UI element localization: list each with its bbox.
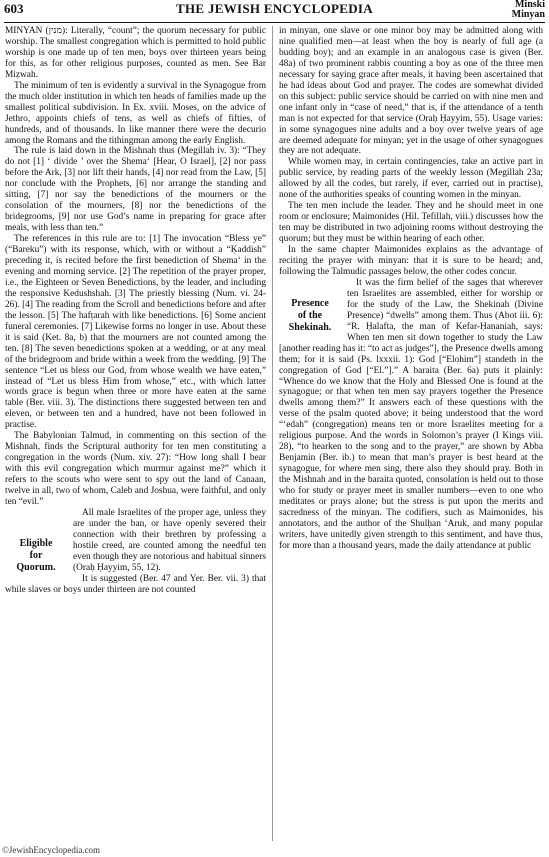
article-paragraph: It was the firm belief of the sages that wherever ten Israelites are assembled, either for worship or for the study of the Law, the Shekinah (Divine Presence) “dwells” among them. Thus (Abot iii. 6): “R. Ḥalafta, the man of Kefar-Ḥananiah, says: When ten men sit down together to study the Law [another reading has it: “to act as judges”], the Presence dwells among them; for it is said (Ps. lxxxii. 1): God [“Elohim”] standeth in the congregation of God [“El.”].” A baraita (Ber. 6a) puts it plainly: “Whence do we know that the Holy and Blessed One is found at the synagogue; or that when ten men say prayers together the Presence dwells among them?” It answers each of these questions with the verse of the psalm quoted above; it being understood that the word “‘edah” (congregation) means ten or more Israelites meeting for a religious purpose. And the words in Solomon’s prayer (I Kings viii. 28), “to hearken to the song and to the prayer,” are shown by Abba Benjamin (Ber. ib.) to mean that man’s prayer is best heard at the synagogue, for where men sing, there also they should pray. Both in the Mishnah and in the baraita quoted, consolation is held out to those who for study or prayer meet in smaller numbers—even to one who meditates or prays alone; but the stress is put upon the merits and sacredness of the minyan. The codifiers, such as Maimonides, his annotators, and the author of the Shulḥan ‘Aruk, and many popular writers, have unitedly given strength to this sentiment, and have thus, for more than a thousand years, made the daily attendance at public <box>279 277 543 551</box>
sidenote-eligible-for-quorum: Eligible for Quorum. <box>16 537 56 573</box>
running-head <box>512 0 545 20</box>
article-paragraph: The minimum of ten is evidently a survival in the Synagogue from the much older institution in which ten heads of families made up the smallest political subdivision. In Ex. xviii. Moses, on the advice of Jethro, appoints chiefs of tens, as well as chiefs of fifties, of hundreds, and of thousands. In like manner there were the decurio among the Romans and the tithingman among the early English. <box>5 80 266 146</box>
article-paragraph: In the same chapter Maimonides explains as the advantage of reciting the prayer with minyan: that it is sure to be heard; and, following the Talmudic passages below, the other codes concur. <box>279 245 543 277</box>
article-paragraph: The references in this rule are to: [1] The invocation “Bless ye” (“Bareku”) with its response, which, with or without a “Ḳaddish” preceding it, is recited before the first benediction of Shema‘ in the evening and morning service. [2] The repetition of the prayer proper, i.e., the Eighteen or Seven Benedictions, by the leader, and including the responsive Kedushshah. [3] The priestly blessing (Num. vi. 24-26). [4] The reading from the Scroll and benedictions before and after the lesson. [5] The hafṭarah with like benedictions. [6] Some ancient funeral ceremonies. [7] Likewise forms no longer in use. About these it is said (Ket. 8a, b) that the mourners are not counted among the ten. [8] The seven benedictions spoken at a wedding, or at any meal of the bridegroom and bride within a week from the wedding. [9] The sentence “Let us bless our God, from whose wealth we have eaten,” instead of “Let us bless Him from whose,” etc., with which latter words grace is begun when three or more have eaten at the same table (Ber. viii. 3). The distinctions there suggested between ten and eleven, or between ten and a hundred, have not been followed in practise. <box>5 234 266 431</box>
article-intro-paragraph: MINYAN (מנין): Literally, “count”; the quorum necessary for public worship. The smallest congregation which is permitted to hold public worship is one made up of ten men, boys over thirteen years being for this, as for other religious purposes, counted as men. See Bar Miẓwah. <box>5 26 266 80</box>
article-paragraph: The Babylonian Talmud, in commenting on this section of the Mishnah, finds the Scriptural authority for ten men constituting a congregation in the words (Num. xiv. 27): “How long shall I bear with this evil congregation which murmur against me?” which it refers to the scouts who were sent to spy out the land of Canaan, twelve in all, two of whom, Caleb and Joshua, were faithful, and only ten “evil.” <box>5 431 266 507</box>
page-header <box>4 0 545 22</box>
page-number: 603 <box>4 1 24 16</box>
sidenote-presence-of-shekinah: Presence of the Shekinah. <box>288 297 332 333</box>
left-column <box>5 26 266 841</box>
article-paragraph: The ten men include the leader. They and he should meet in one room or enclosure; Maimonides (Hil. Tefillah, viii.) discusses how the ten may be distributed in two adjoining rooms without destroying the quorum; but they must be within hearing of each other. <box>279 201 543 245</box>
journal-title: THE JEWISH ENCYCLOPEDIA <box>176 1 373 16</box>
running-head-line1: Minski <box>514 0 545 10</box>
article-paragraph: in minyan, one slave or one minor boy may be admitted along with nine qualified men—at least when the boy is nearly of full age (a budding boy); and an example in an analogous case is given (Ber. 48a) of two prominent rabbis counting a boy as one of the three men necessary for saying grace after meals, it having been ascertained that he had ideas about God and prayer. The codes are somewhat divided on this subject: public service should be carried on with nine men and one infant only in “case of need,” that is, if the attendance of a tenth man is not expected for that service (Oraḥ Ḥayyim, 55). Usage varies: in some synagogues nine adults and a boy over twelve years of age are deemed adequate for minyan; yet in the usage of other synagogues they are not adequate. <box>279 26 543 157</box>
article-paragraph: It is suggested (Ber. 47 and Yer. Ber. vii. 3) that while slaves or boys under thirteen are not counted <box>5 573 266 595</box>
right-column <box>279 26 543 841</box>
article-paragraph: All male Israelites of the proper age, unless they are under the ban, or have openly severed their connection with their brethren by professing a hostile creed, are counted among the needful ten even though they are notorious and habitual sinners (Oraḥ Ḥayyim, 55, 12). <box>73 507 266 573</box>
article-paragraph: The rule is laid down in the Mishnah thus (Megillah iv. 3): “They do not [1] ‘ divide ’ over the Shema‘ [Hear, O Israel], [2] nor pass before the Ark, [3] nor lift their hands, [4] nor read from the Law, [5] nor conclude with the Prophets, [6] nor arrange the standing and sitting, [7] nor say the benedictions of the mourners or the consolation of the mourners, [8] nor the benedictions of the bridegrooms, [9] nor use God’s name in preparing for grace after meals, with less than ten.” <box>5 146 266 234</box>
footer-credit: ©JewishEncyclopedia.com <box>2 845 101 855</box>
running-head-line2: Minyan <box>511 9 545 20</box>
article-paragraph: While women may, in certain contingencies, take an active part in public service, by reading parts of the weekly lesson (Megillah 23a; allowed by all the codes, but rarely, if ever, carried out in practise), none of the authorities speaks of counting women in the minyan. <box>279 157 543 201</box>
column-divider <box>272 26 273 841</box>
header-rule <box>4 22 545 23</box>
